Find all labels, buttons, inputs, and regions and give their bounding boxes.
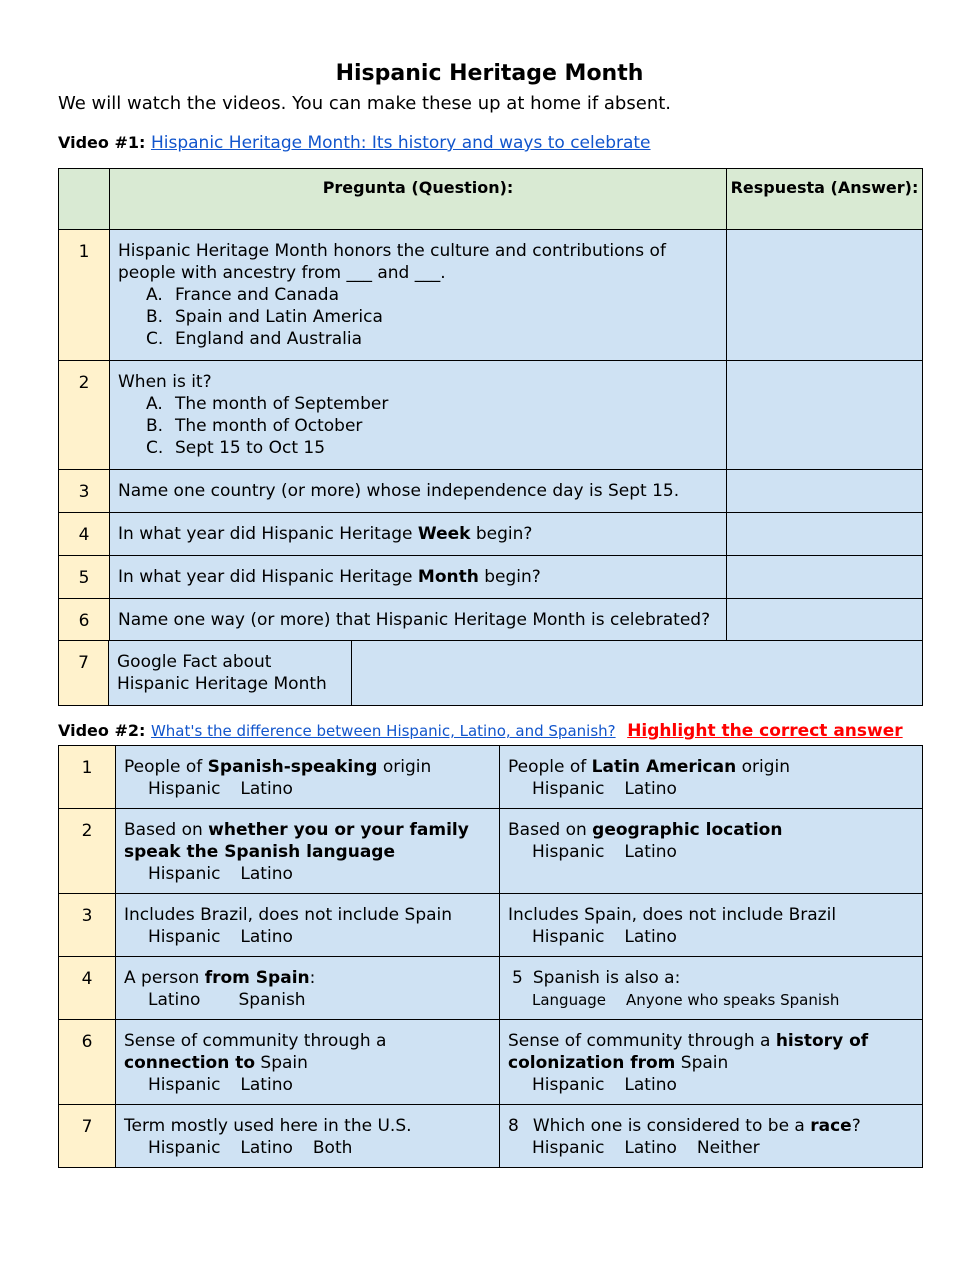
question-stem: When is it? bbox=[118, 372, 212, 392]
right-cell bbox=[500, 1105, 923, 1168]
question-text bbox=[110, 556, 727, 599]
choice-hispanic[interactable]: Hispanic bbox=[148, 1138, 221, 1158]
table-row bbox=[59, 957, 923, 1020]
answer-cell[interactable] bbox=[727, 599, 923, 642]
bold-text: race bbox=[810, 1116, 852, 1136]
video1-label: Video #1: bbox=[58, 133, 146, 152]
row-number: 3 bbox=[59, 894, 116, 957]
header-answer: Respuesta (Answer): bbox=[727, 169, 923, 230]
table-row bbox=[59, 746, 923, 809]
row-number: 4 bbox=[59, 957, 116, 1020]
left-cell bbox=[116, 894, 500, 957]
choice-latino[interactable]: Latino bbox=[240, 864, 293, 884]
choice-list bbox=[124, 778, 491, 800]
choice-hispanic[interactable]: Hispanic bbox=[532, 1075, 605, 1095]
left-cell bbox=[116, 1020, 500, 1105]
bold-text: history of colonization from bbox=[508, 1031, 869, 1073]
text-part: origin bbox=[736, 757, 791, 777]
right-cell bbox=[500, 809, 923, 894]
right-prompt bbox=[508, 1030, 914, 1074]
option-text: The month of October bbox=[175, 416, 363, 436]
video2-heading bbox=[58, 720, 903, 742]
left-cell bbox=[116, 809, 500, 894]
text-part: begin? bbox=[478, 567, 541, 587]
right-prompt bbox=[508, 967, 914, 989]
choice-list bbox=[508, 926, 914, 948]
choice-latino[interactable]: Latino bbox=[240, 1138, 293, 1158]
row-number: 2 bbox=[59, 809, 116, 894]
answer-cell[interactable] bbox=[727, 513, 923, 556]
answer-cell[interactable] bbox=[727, 556, 923, 599]
question-text bbox=[109, 641, 352, 706]
choice-hispanic[interactable]: Hispanic bbox=[532, 779, 605, 799]
right-cell bbox=[500, 957, 923, 1020]
table-row bbox=[59, 1105, 923, 1168]
sub-question-number: 8 bbox=[508, 1116, 519, 1136]
option-list bbox=[118, 393, 720, 459]
text-part: Based on bbox=[508, 820, 593, 840]
choice-hispanic[interactable]: Hispanic bbox=[148, 864, 221, 884]
row-number: 7 bbox=[59, 1105, 116, 1168]
right-prompt bbox=[508, 756, 914, 778]
option-a bbox=[118, 284, 720, 306]
page-title: Hispanic Heritage Month bbox=[335, 61, 644, 86]
text-part: A person bbox=[124, 968, 205, 988]
question-text: Name one country (or more) whose independence day is Sept 15. bbox=[110, 470, 727, 513]
header-num-cell bbox=[59, 169, 110, 230]
question-number: 2 bbox=[59, 361, 110, 470]
option-b bbox=[118, 306, 720, 328]
choice-list bbox=[508, 778, 914, 800]
table-row bbox=[59, 361, 923, 470]
choice-latino[interactable]: Latino bbox=[240, 779, 293, 799]
text-line: Hispanic Heritage Month bbox=[117, 674, 327, 694]
answer-cell[interactable] bbox=[352, 641, 923, 706]
text-part: Spanish is also a: bbox=[532, 968, 681, 988]
choice-both[interactable]: Both bbox=[312, 1138, 353, 1158]
choice-list bbox=[508, 989, 914, 1011]
left-prompt bbox=[124, 819, 491, 863]
choice-hispanic[interactable]: Hispanic bbox=[148, 779, 221, 799]
option-c bbox=[118, 437, 720, 459]
highlight-instruction: Highlight the correct answer bbox=[627, 721, 903, 741]
left-cell bbox=[116, 746, 500, 809]
left-prompt: Term mostly used here in the U.S. bbox=[124, 1116, 412, 1136]
question-text bbox=[110, 513, 727, 556]
choice-list bbox=[508, 1074, 914, 1096]
video2-table bbox=[58, 745, 923, 1168]
video2-link[interactable]: What's the difference between Hispanic, Latino, and Spanish? bbox=[150, 722, 616, 740]
option-letter: A. bbox=[146, 285, 163, 305]
choice-list bbox=[124, 1137, 491, 1159]
option-letter: B. bbox=[146, 307, 164, 327]
right-cell bbox=[500, 746, 923, 809]
option-a bbox=[118, 393, 720, 415]
question-number: 6 bbox=[59, 599, 110, 642]
table-row bbox=[59, 470, 923, 513]
option-text: France and Canada bbox=[175, 285, 340, 305]
left-cell bbox=[116, 1105, 500, 1168]
option-letter: A. bbox=[146, 394, 163, 414]
sub-question-number: 5 bbox=[512, 968, 523, 988]
table-row bbox=[59, 556, 923, 599]
text-part: origin bbox=[377, 757, 432, 777]
row-number: 6 bbox=[59, 1020, 116, 1105]
choice-hispanic[interactable]: Hispanic bbox=[148, 927, 221, 947]
text-part: Based on bbox=[124, 820, 209, 840]
choice-hispanic[interactable]: Hispanic bbox=[532, 842, 605, 862]
bold-text: Month bbox=[417, 567, 479, 587]
bold-text: Latin American bbox=[591, 757, 737, 777]
text-part: People of bbox=[508, 757, 592, 777]
right-prompt bbox=[508, 1115, 914, 1137]
header-question: Pregunta (Question): bbox=[110, 169, 727, 230]
left-cell bbox=[116, 957, 500, 1020]
question-number: 7 bbox=[59, 641, 109, 706]
table-row bbox=[59, 230, 923, 361]
table-row bbox=[59, 641, 923, 706]
choice-list bbox=[508, 841, 914, 863]
left-prompt bbox=[124, 756, 491, 778]
video1-question-table bbox=[58, 168, 923, 642]
video1-heading bbox=[58, 132, 651, 154]
left-prompt bbox=[124, 967, 491, 989]
choice-latino[interactable]: Latino bbox=[624, 1075, 677, 1095]
option-text: The month of September bbox=[175, 394, 389, 414]
table-row bbox=[59, 599, 923, 642]
right-cell bbox=[500, 894, 923, 957]
bold-text: from Spain bbox=[204, 968, 310, 988]
option-text: Sept 15 to Oct 15 bbox=[175, 438, 326, 458]
choice-list bbox=[508, 1137, 914, 1159]
question-number: 5 bbox=[59, 556, 110, 599]
text-part: Which one is considered to be a bbox=[532, 1116, 811, 1136]
page-subtitle: We will watch the videos. You can make these up at home if absent. bbox=[58, 93, 672, 114]
choice-spanish[interactable]: Spanish bbox=[238, 990, 306, 1010]
table-row bbox=[59, 1020, 923, 1105]
answer-cell[interactable] bbox=[727, 230, 923, 361]
choice-latino[interactable]: Latino bbox=[240, 1075, 293, 1095]
bold-text: connection to bbox=[124, 1053, 256, 1073]
bold-text: Spanish-speaking bbox=[207, 757, 378, 777]
question-stem: Hispanic Heritage Month honors the culture and contributions of people with ancestry from ___ and ___. bbox=[118, 241, 666, 283]
text-part: Spain bbox=[255, 1053, 308, 1073]
text-part: Sense of community through a bbox=[508, 1031, 776, 1051]
choice-list bbox=[124, 926, 491, 948]
choice-hispanic[interactable]: Hispanic bbox=[532, 1138, 605, 1158]
option-letter: B. bbox=[146, 416, 164, 436]
choice-latino[interactable]: Latino bbox=[624, 927, 677, 947]
choice-latino[interactable]: Latino bbox=[240, 927, 293, 947]
text-line: Google Fact about bbox=[117, 652, 272, 672]
choice-hispanic[interactable]: Hispanic bbox=[148, 1075, 221, 1095]
table-header-row bbox=[59, 169, 923, 230]
question-number: 4 bbox=[59, 513, 110, 556]
row-number: 1 bbox=[59, 746, 116, 809]
choice-neither[interactable]: Neither bbox=[696, 1138, 760, 1158]
bold-text: geographic location bbox=[592, 820, 783, 840]
option-b bbox=[118, 415, 720, 437]
text-part: In what year did Hispanic Heritage bbox=[118, 567, 418, 587]
text-part: People of bbox=[124, 757, 208, 777]
choice-latino[interactable]: Latino bbox=[624, 779, 677, 799]
text-part: ? bbox=[851, 1116, 861, 1136]
text-part: : bbox=[309, 968, 316, 988]
choice-latino[interactable]: Latino bbox=[148, 990, 201, 1010]
video2-label: Video #2: bbox=[58, 721, 146, 740]
text-part: In what year did Hispanic Heritage bbox=[118, 524, 418, 544]
video1-link[interactable]: Hispanic Heritage Month: Its history and ways to celebrate bbox=[150, 133, 651, 153]
answer-cell[interactable] bbox=[727, 361, 923, 470]
question-number: 3 bbox=[59, 470, 110, 513]
answer-cell[interactable] bbox=[727, 470, 923, 513]
option-text: England and Australia bbox=[175, 329, 362, 349]
question-text: Name one way (or more) that Hispanic Heritage Month is celebrated? bbox=[110, 599, 727, 642]
table-row bbox=[59, 809, 923, 894]
choice-hispanic[interactable]: Hispanic bbox=[532, 927, 605, 947]
option-text: Spain and Latin America bbox=[175, 307, 383, 327]
question-text bbox=[110, 230, 727, 361]
question-text bbox=[110, 361, 727, 470]
left-prompt bbox=[124, 1030, 491, 1074]
choice-latino[interactable]: Latino bbox=[624, 842, 677, 862]
option-letter: C. bbox=[146, 329, 164, 349]
table-row bbox=[59, 513, 923, 556]
right-prompt: Includes Spain, does not include Brazil bbox=[508, 905, 837, 925]
choice-language[interactable]: Language bbox=[532, 991, 607, 1009]
bold-text: whether you or your family speak the Spanish language bbox=[124, 820, 469, 862]
choice-anyone-who-speaks-spanish[interactable]: Anyone who speaks Spanish bbox=[626, 991, 840, 1009]
choice-list bbox=[124, 1074, 491, 1096]
right-prompt bbox=[508, 819, 914, 841]
text-part: Spain bbox=[675, 1053, 729, 1073]
text-part: begin? bbox=[470, 524, 533, 544]
left-prompt: Includes Brazil, does not include Spain bbox=[124, 905, 453, 925]
table-row bbox=[59, 894, 923, 957]
option-c bbox=[118, 328, 720, 350]
choice-list bbox=[124, 863, 491, 885]
google-fact-table bbox=[58, 640, 923, 706]
option-letter: C. bbox=[146, 438, 164, 458]
option-list bbox=[118, 284, 720, 350]
choice-latino[interactable]: Latino bbox=[624, 1138, 677, 1158]
text-part: Sense of community through a bbox=[124, 1031, 387, 1051]
right-cell bbox=[500, 1020, 923, 1105]
bold-text: Week bbox=[417, 524, 471, 544]
choice-list bbox=[124, 989, 491, 1011]
question-number: 1 bbox=[59, 230, 110, 361]
